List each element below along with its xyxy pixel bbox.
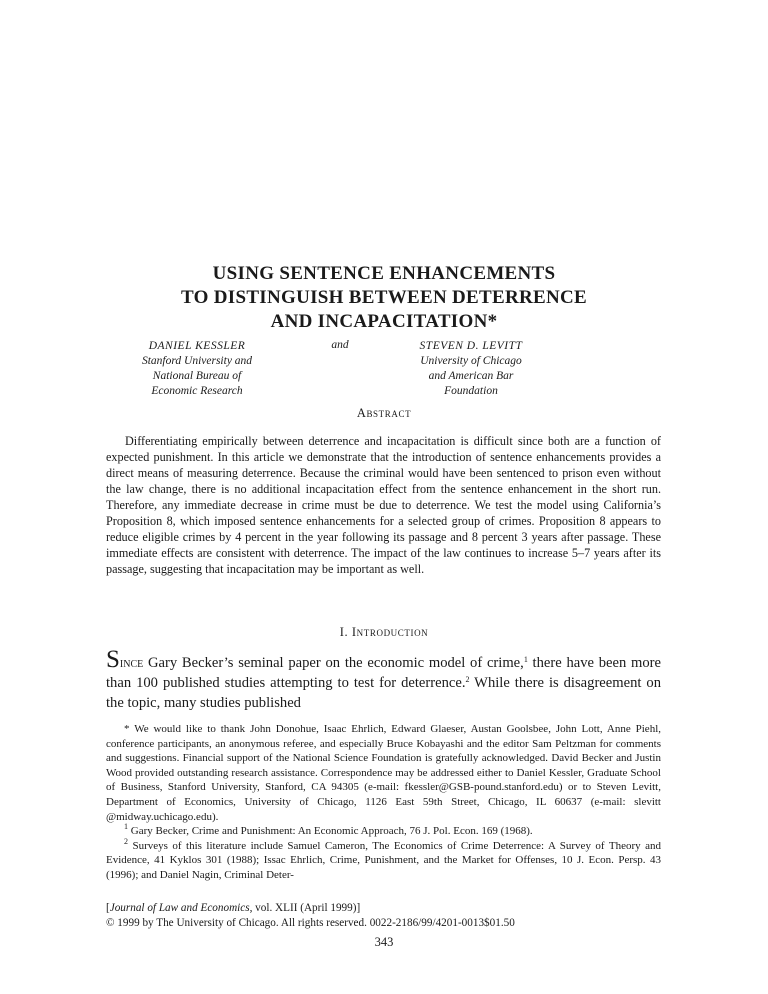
- journal-line: [106, 901, 666, 916]
- intro-text: Gary Becker’s seminal paper on the economic model of crime,: [143, 655, 524, 671]
- intro-text: there have been more than 100 published studies attempting to test for deterrence.: [106, 655, 661, 691]
- intro-text: While there is disagreement on the topic, many studies published: [106, 675, 661, 711]
- title-line: [80, 310, 688, 334]
- title-footnote-mark: *: [487, 311, 498, 332]
- author-affiliation: University of Chicago: [420, 355, 522, 367]
- footnote-text: Surveys of this literature include Samuel Cameron, The Economics of Crime Deterrence: A Survey of Theory and Evidence, 41 Kyklos 301 (1988); Issac Ehrlich, Crime, Punishment, and the Market for Offenses, 10 J. Econ. Persp. 43 (1996); and Daniel Nagin, Criminal Deter-: [106, 839, 661, 881]
- footnote-mark: 1: [124, 822, 128, 832]
- author-affiliation: and American Bar: [428, 370, 514, 382]
- author-conjunction: and: [331, 339, 349, 351]
- introduction-paragraph: [106, 646, 661, 713]
- paper-title: [80, 262, 688, 334]
- footnote-2: [106, 836, 661, 883]
- author-affiliation: National Bureau of: [152, 370, 242, 382]
- footnote-star: [106, 722, 661, 824]
- title-line: TO DISTINGUISH BETWEEN DETERRENCE: [180, 287, 588, 308]
- journal-name: Journal of Law and Economics,: [109, 902, 253, 914]
- journal-citation: [106, 901, 666, 930]
- author-name: DANIEL KESSLER: [148, 340, 246, 352]
- small-caps-word: ince: [119, 655, 144, 671]
- footnote-text: We would like to thank John Donohue, Isaac Ehrlich, Edward Glaeser, Austan Goolsbee, John Lott, Anne Piehl, conference participants, an anonymous referee, and especially Bruce Kobayashi and the editor Sam Peltzman for comments and suggestions. Financial support of the National Science Foundation is gratefully acknowledged. David Becker and Justin Wood provided outstanding research assistance. Correspondence may be addressed either to Daniel Kessler, Graduate School of Business, Stanford University, Stanford, CA 94305 (e-mail: fkessler@GSB-pound.stanford.edu) or to Steven Levitt, Department of Economics, University of Chicago, 1126 East 59th Street, Chicago, IL 60637 (e-mail: slevitt @midway.uchicago.edu).: [106, 723, 661, 823]
- journal-bracket: [: [106, 902, 110, 914]
- author-block-right: [381, 339, 561, 399]
- footnote-ref-1[interactable]: 1: [523, 655, 528, 664]
- footnotes: [106, 722, 661, 883]
- drop-cap: S: [106, 646, 120, 673]
- section-heading-introduction: I. Introduction: [339, 625, 429, 639]
- abstract-heading: Abstract: [356, 406, 412, 420]
- footnote-mark: *: [124, 723, 130, 735]
- author-affiliation: Stanford University and: [141, 355, 253, 367]
- author-affiliation: Economic Research: [151, 385, 243, 397]
- footnote-text: Gary Becker, Crime and Punishment: An Economic Approach, 76 J. Pol. Econ. 169 (1968).: [128, 825, 533, 838]
- page-number: 343: [374, 935, 394, 949]
- footnote-ref-2[interactable]: 2: [465, 675, 470, 684]
- abstract-text: Differentiating empirically between deterrence and incapacitation is difficult since both are a function of expected punishment. In this article we demonstrate that the introduction of sentence enhancements provides a direct means of measuring deterrence. Because the criminal would have been sentenced to prison even without the law change, there is no additional incapacitation effect from the sentence enhancement in the short run. Therefore, any immediate decrease in crime must be due to deterrence. We test the model using California’s Proposition 8, which imposed sentence enhancements for a selected group of crimes. Proposition 8 appears to reduce eligible crimes by 4 percent in the year following its passage and 8 percent 3 years after passage. These immediate effects are consistent with deterrence. The impact of the law continues to increase 5–7 years after its passage, suggesting that incapacitation may be important as well.: [106, 434, 661, 576]
- author-block-left: [107, 339, 287, 399]
- copyright-line: © 1999 by The University of Chicago. All rights reserved. 0022-2186/99/4201-0013$01.50: [106, 916, 515, 929]
- footnote-1: [106, 824, 661, 839]
- title-line-text: AND INCAPACITATION: [270, 311, 488, 332]
- footnote-mark: 2: [124, 836, 128, 846]
- author-affiliation: Foundation: [444, 385, 498, 397]
- title-line: USING SENTENCE ENHANCEMENTS: [212, 263, 556, 284]
- author-name: STEVEN D. LEVITT: [419, 340, 523, 352]
- journal-issue: vol. XLII (April 1999)]: [252, 902, 361, 914]
